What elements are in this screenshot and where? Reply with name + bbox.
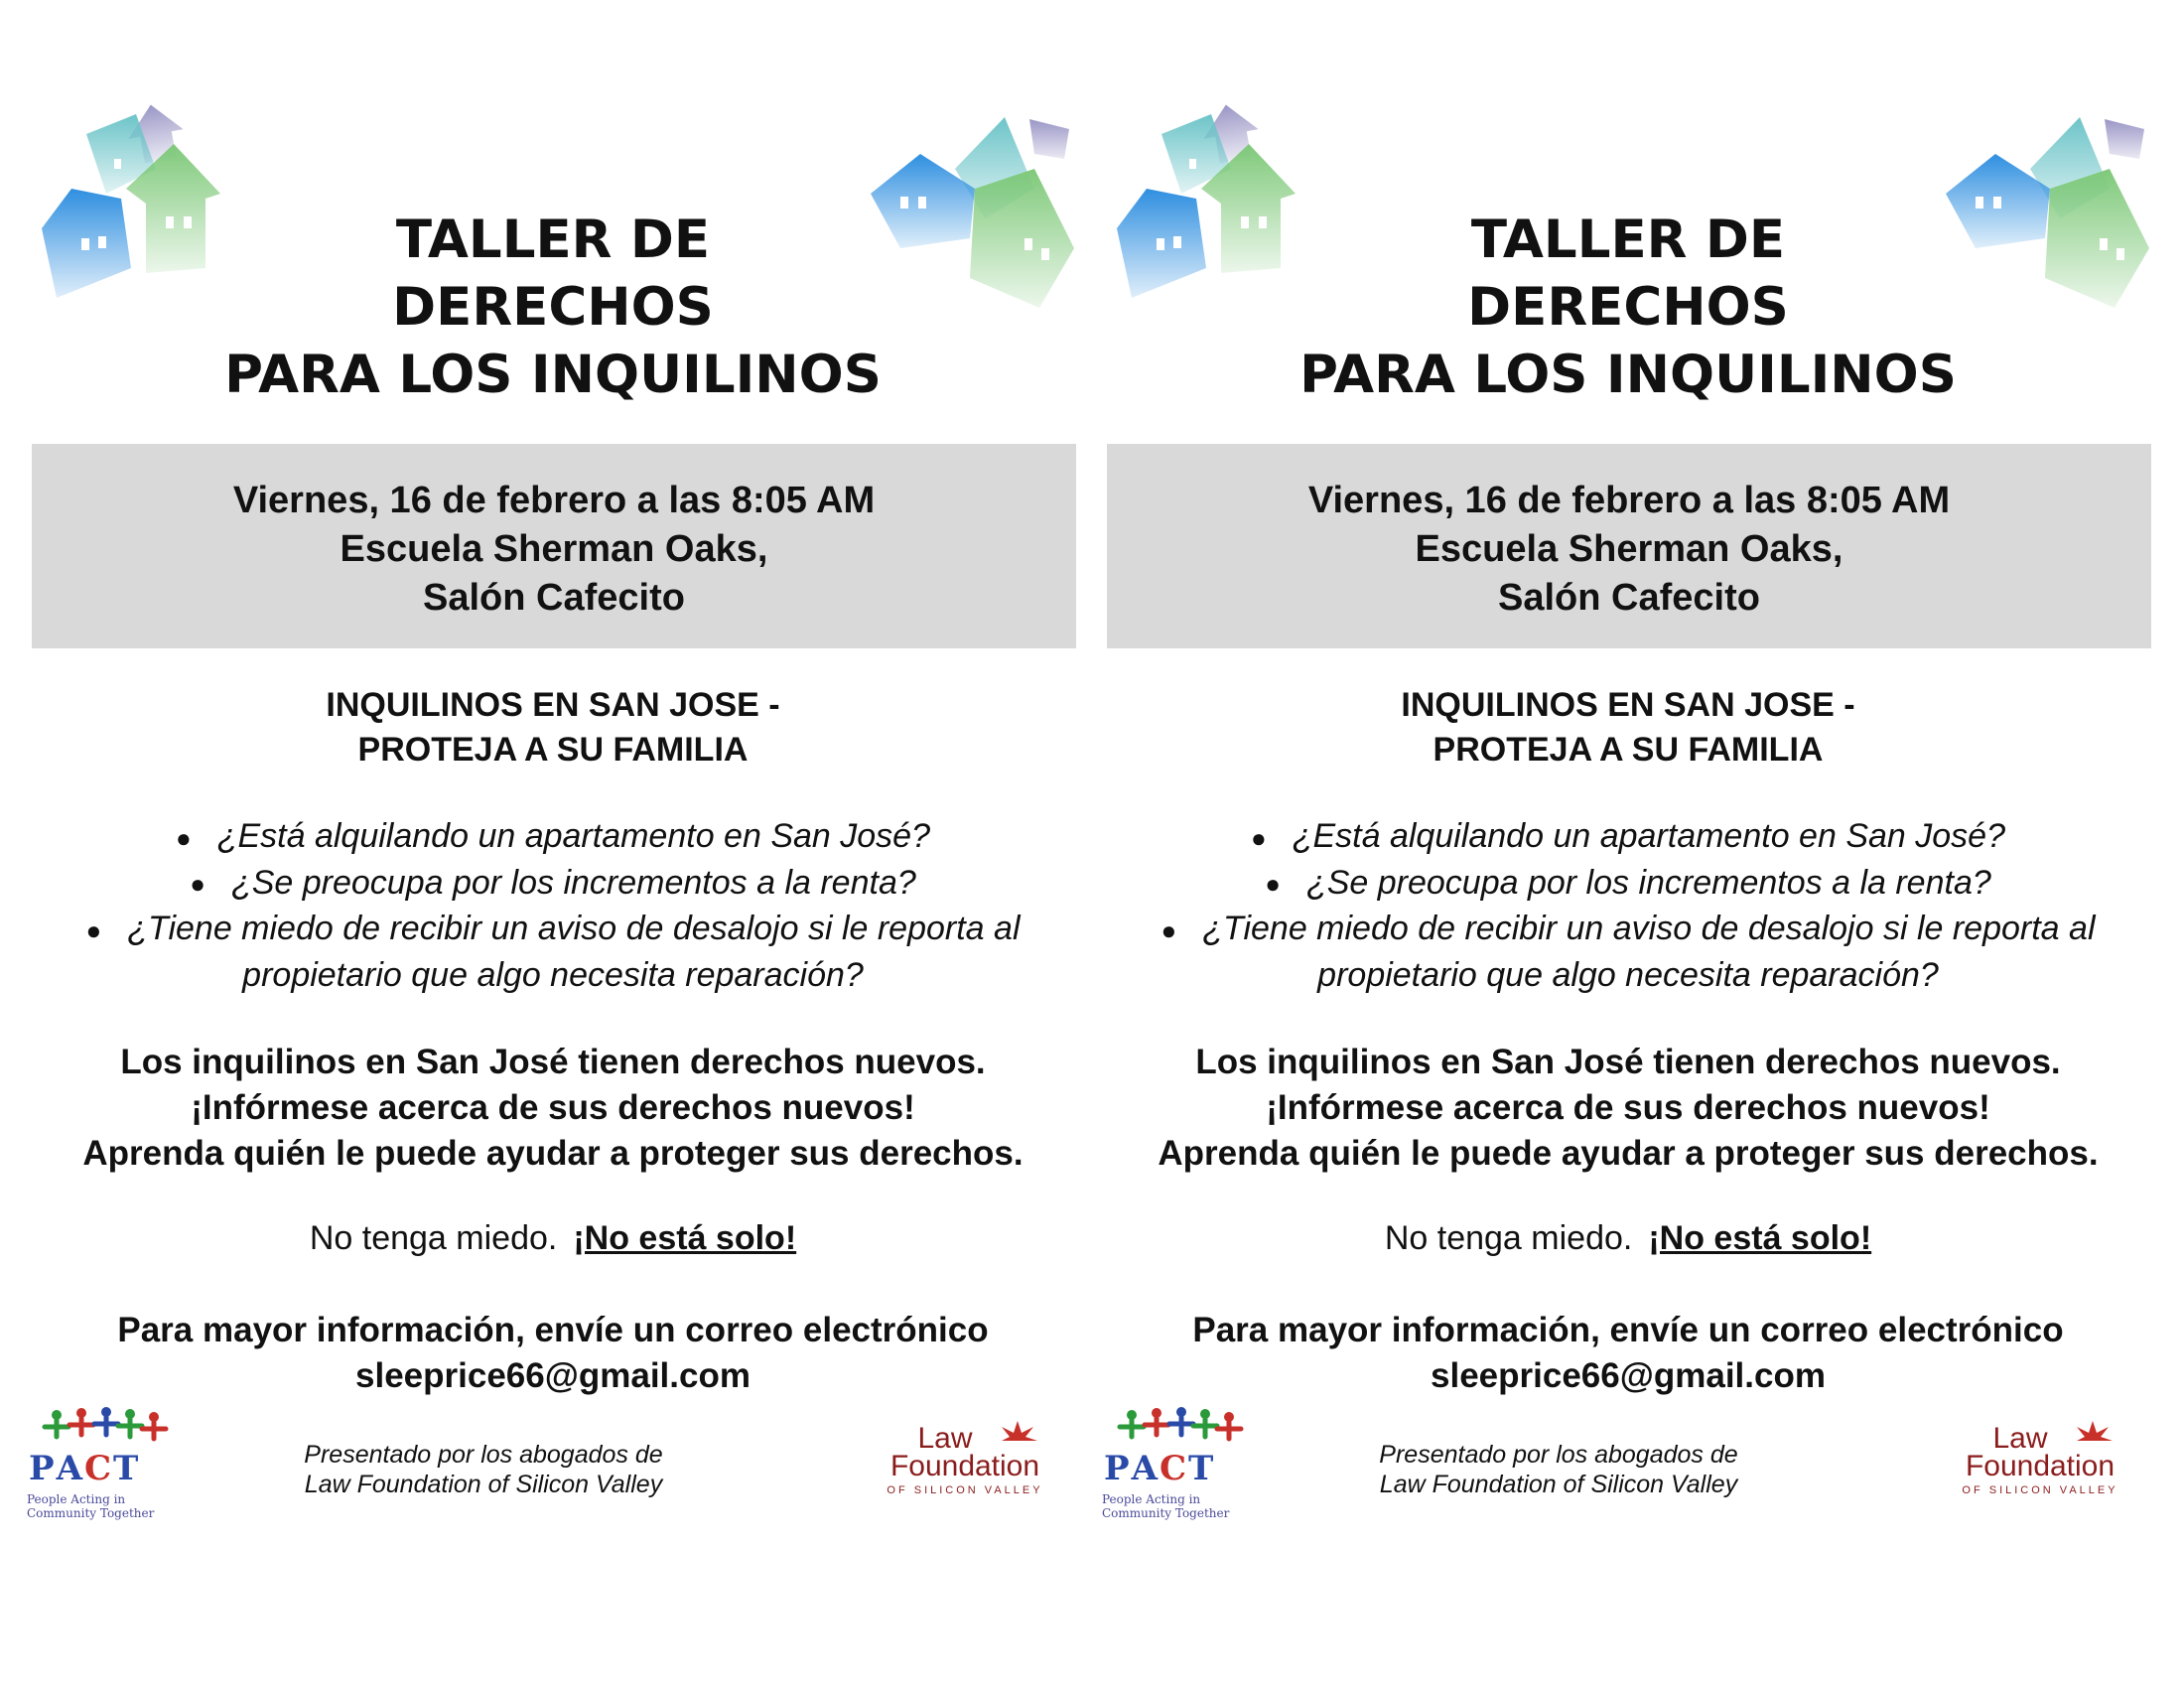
- presented-by: Presentado por los abogados de Law Foundation of Silicon Valley: [1379, 1441, 1738, 1498]
- list-item-continuation: propietario que algo necesita reparación?: [242, 955, 864, 994]
- contact-email[interactable]: sleeprice66@gmail.com: [1431, 1356, 1826, 1395]
- subtitle: INQUILINOS EN SAN JOSE - PROTEJA A SU FAMILIA: [326, 686, 780, 769]
- list-item: ● ¿Tiene miedo de recibir un aviso de desalojo si le reporta al: [1160, 910, 2096, 948]
- presented-by: Presentado por los abogados de Law Foundation of Silicon Valley: [304, 1441, 663, 1498]
- bullet-icon: ●: [1265, 869, 1281, 900]
- contact-info: Para mayor información, envíe un correo electrónico sleeprice66@gmail.com: [1102, 1308, 2154, 1399]
- people-icon: [27, 1405, 186, 1455]
- list-item: ● ¿Está alquilando un apartamento en San José?: [176, 817, 930, 855]
- pact-tagline: People Acting in Community Together: [1102, 1492, 1230, 1520]
- flyer-right: [1102, 0, 2184, 1688]
- list-item: ● ¿Tiene miedo de recibir un aviso de desalojo si le reporta al: [85, 910, 1021, 948]
- event-date: Viernes, 16 de febrero a las 8:05 AM: [1307, 480, 1951, 521]
- bullet-icon: ●: [1251, 822, 1267, 853]
- rights-statement: Los inquilinos en San José tienen derechos nuevos. ¡Infórmese acerca de sus derechos nuevos! Aprenda quién le puede ayudar a proteger sus derechos.: [1158, 1043, 2099, 1173]
- event-date: Viernes, 16 de febrero a las 8:05 AM: [232, 480, 876, 521]
- no-fear-line: No tenga miedo. ¡No está solo!: [309, 1219, 797, 1257]
- contact-email[interactable]: sleeprice66@gmail.com: [355, 1356, 751, 1395]
- event-school: Escuela Sherman Oaks,: [340, 528, 768, 570]
- law-foundation-logo: Law Foundation OF SILICON VALLEY: [1956, 1425, 2124, 1504]
- pact-logo: [1102, 1405, 1261, 1524]
- not-alone-text: ¡No está solo!: [1648, 1219, 1872, 1257]
- pact-logo: [27, 1405, 186, 1524]
- bullet-icon: ●: [85, 914, 102, 945]
- event-school: Escuela Sherman Oaks,: [1415, 528, 1843, 570]
- people-icon: [1102, 1405, 1261, 1455]
- question-list: [27, 814, 1079, 998]
- pact-wordmark: PACT: [29, 1449, 141, 1488]
- rights-statement: Los inquilinos en San José tienen derechos nuevos. ¡Infórmese acerca de sus derechos nuevos! Aprenda quién le puede ayudar a proteger sus derechos.: [82, 1043, 1024, 1173]
- list-item: ● ¿Está alquilando un apartamento en San José?: [1251, 817, 2005, 855]
- flyer-left: [27, 0, 1109, 1688]
- bullet-icon: ●: [1160, 914, 1177, 945]
- list-item: ● ¿Se preocupa por los incrementos a la renta?: [190, 863, 916, 902]
- event-room: Salón Cafecito: [1498, 577, 1760, 619]
- list-item-continuation: propietario que algo necesita reparación?: [1317, 955, 1939, 994]
- bullet-icon: ●: [176, 822, 192, 853]
- no-fear-line: No tenga miedo. ¡No está solo!: [1384, 1219, 1872, 1257]
- workshop-title: TALLER DE DERECHOS PARA LOS INQUILINOS: [1299, 210, 1957, 405]
- contact-info: Para mayor información, envíe un correo electrónico sleeprice66@gmail.com: [27, 1308, 1079, 1399]
- law-foundation-logo: Law Foundation OF SILICON VALLEY: [881, 1425, 1049, 1504]
- list-item: ● ¿Se preocupa por los incrementos a la renta?: [1265, 863, 1991, 902]
- bullet-icon: ●: [190, 869, 205, 900]
- pact-wordmark: PACT: [1104, 1449, 1216, 1488]
- not-alone-text: ¡No está solo!: [573, 1219, 797, 1257]
- subtitle: INQUILINOS EN SAN JOSE - PROTEJA A SU FAMILIA: [1401, 686, 1855, 769]
- pact-tagline: People Acting in Community Together: [27, 1492, 155, 1520]
- question-list: [1102, 814, 2154, 998]
- workshop-title: TALLER DE DERECHOS PARA LOS INQUILINOS: [224, 210, 882, 405]
- event-details-box: [32, 444, 1076, 648]
- event-room: Salón Cafecito: [423, 577, 685, 619]
- event-details-box: [1107, 444, 2151, 648]
